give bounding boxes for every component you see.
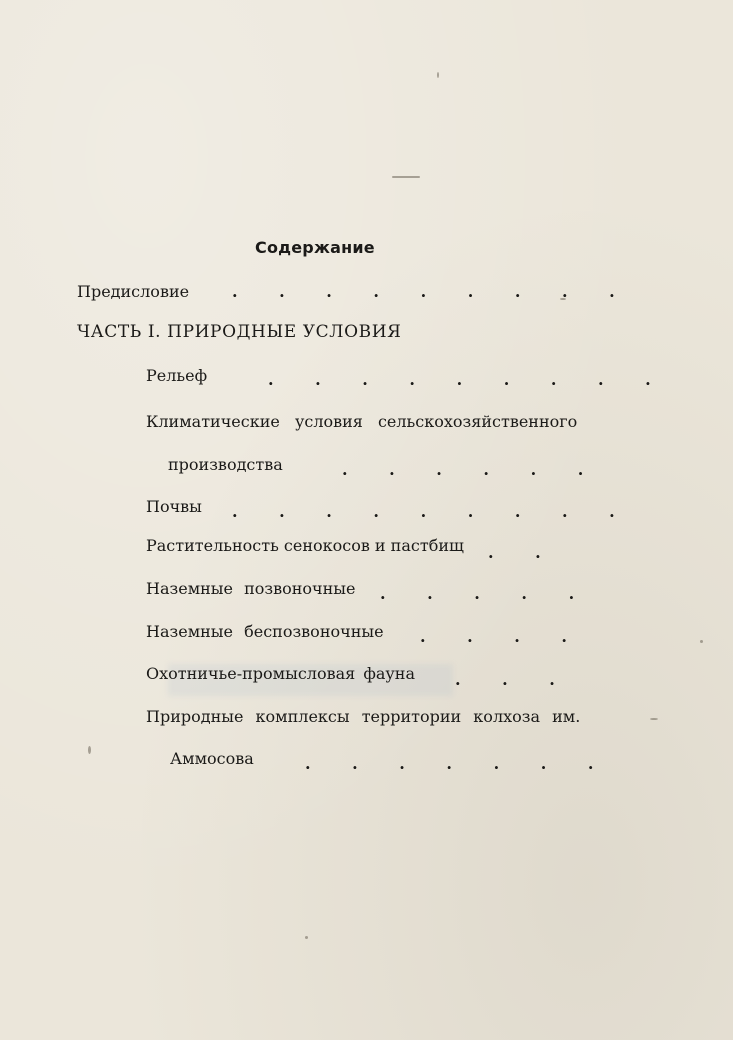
paper-speck: [650, 718, 658, 720]
toc-entry-climate-line2: производства: [168, 455, 283, 474]
paper-speck: [88, 746, 91, 754]
leader-dots: . . . . . . . . .: [268, 370, 669, 389]
toc-entry-relief: Рельеф: [146, 366, 208, 385]
toc-entry-complexes-line2: Аммосова: [170, 749, 254, 768]
toc-part-heading: ЧАСТЬ I. ПРИРОДНЫЕ УСЛОВИЯ: [77, 322, 402, 342]
page-title: Содержание: [255, 238, 375, 257]
paper-speck: [437, 72, 439, 78]
toc-entry-vertebrates: Наземные позвоночные: [146, 579, 356, 598]
toc-entry-climate-line1: Климатические условия сельскохозяйственного: [146, 412, 578, 431]
leader-dots: . . . . .: [380, 584, 593, 603]
leader-dots: . . . . . . .: [305, 754, 612, 773]
toc-entry-fauna: Охотничье-промысловая фауна: [146, 664, 415, 683]
paper-speck: [305, 936, 308, 939]
leader-dots: . . . . . . . . .: [232, 502, 633, 521]
paper-speck: [700, 640, 703, 643]
toc-entry-complexes-line1: Природные комплексы территории колхоза им.: [146, 707, 581, 726]
leader-dots: . .: [488, 543, 559, 562]
toc-entry-soils: Почвы: [146, 497, 202, 516]
leader-dots: . . .: [455, 670, 573, 689]
toc-entry-preface: Предисловие: [77, 282, 190, 301]
toc-entry-vegetation: Растительность сенокосов и пастбищ: [146, 536, 464, 555]
leader-dots: . . . . . . . . .: [232, 282, 633, 301]
leader-dots: . . . . . .: [342, 460, 602, 479]
toc-entry-invertebrates: Наземные беспозвоночные: [146, 622, 384, 641]
leader-dots: . . . .: [420, 627, 585, 646]
paper-speck: [392, 176, 420, 178]
